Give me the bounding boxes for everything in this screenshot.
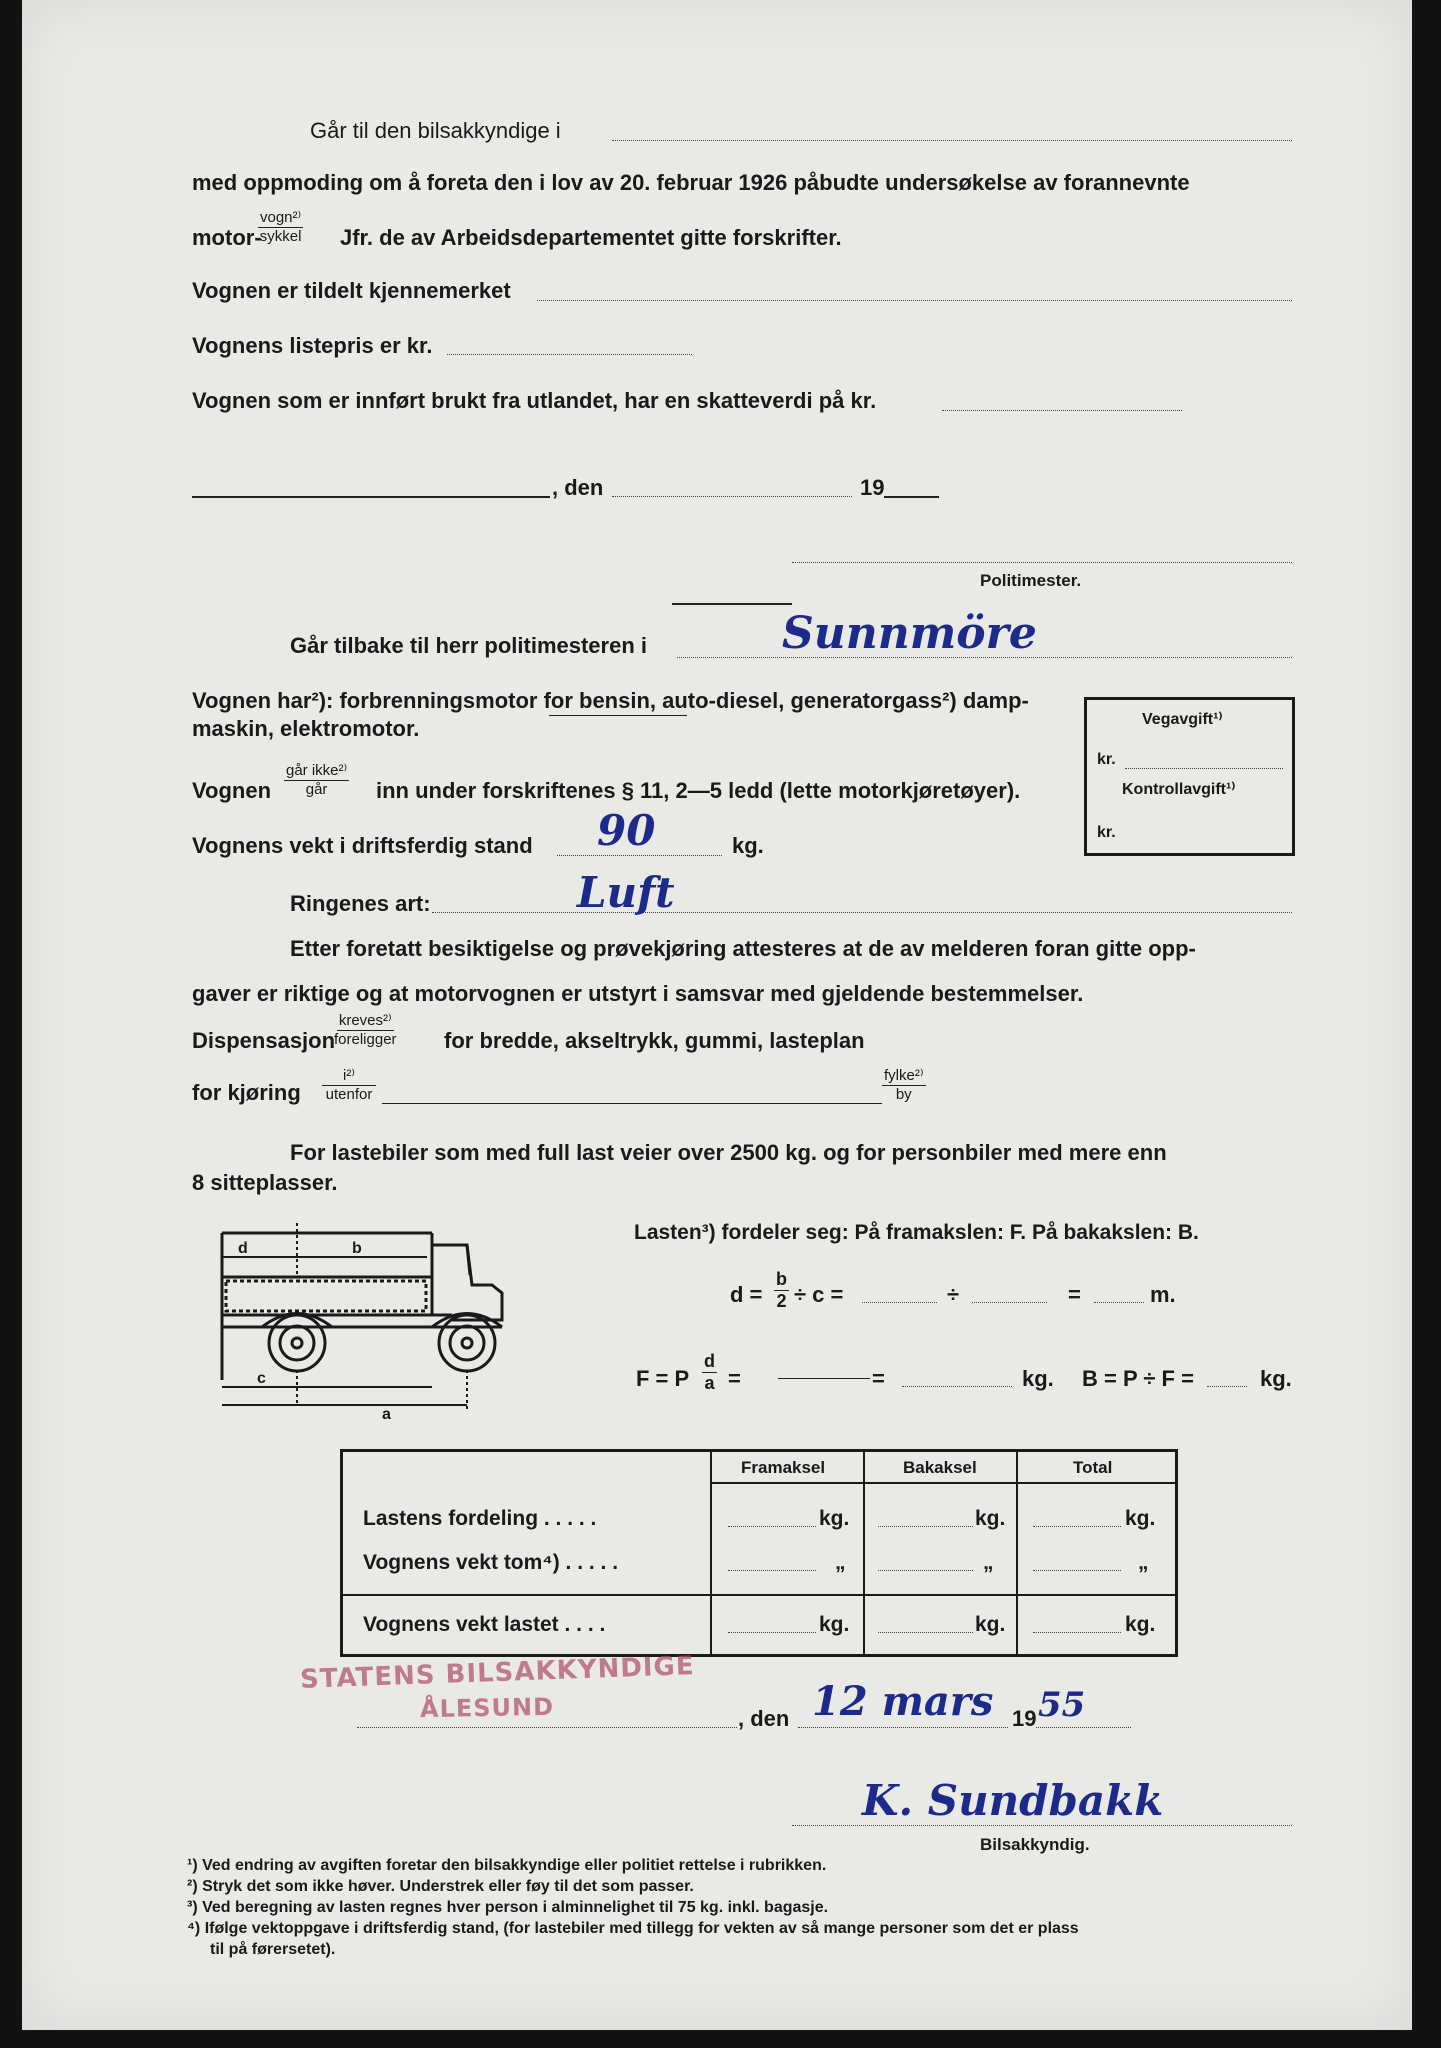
import-label: Vognen som er innført brukt fra utlandet, har en skatteverdi på kr. [192,388,877,413]
table-header-framaksel: Framaksel [741,1458,826,1477]
formula-m-unit: m. [1150,1282,1176,1307]
table-header-total: Total [1073,1458,1113,1477]
vogn-sykkel-fraction: vogn²⁾ sykkel [259,209,302,245]
table-cell-unit: „ [983,1551,994,1574]
police-district-handwriting: Sunnmöre [782,608,1037,659]
formula-b-part: B = P ÷ F = [1082,1366,1194,1391]
dispensation-label: Dispensasjon [192,1028,336,1053]
attest-line1: Etter foretatt besiktigelse og prøvekjøring attesteres at de av melderen foran gitte opp- [290,936,1196,961]
formula-b-kg: kg. [1260,1366,1292,1391]
dim-c-label: c [257,1370,266,1387]
list-price-line[interactable] [447,354,692,355]
signature-year-prefix: 19 [1012,1706,1037,1731]
dim-b-label: b [352,1240,362,1257]
table-header-divider [710,1482,1175,1484]
engine-underline [549,715,687,716]
light-vehicle-label: Vognen [192,778,272,803]
formula-f-result[interactable] [902,1386,1012,1387]
table-cell-unit: „ [835,1551,846,1574]
place-line[interactable] [192,496,550,498]
plate-label: Vognen er tildelt kjennemerket [192,278,511,303]
signature-place-line[interactable] [357,1727,737,1728]
weight-line[interactable] [557,855,722,856]
drive-line[interactable] [382,1103,882,1104]
formula-d-result[interactable] [1094,1302,1144,1303]
footnote-3: ³) Ved beregning av lasten regnes hver person i alminnelighet til 75 kg. inkl. bagasje. [187,1899,829,1916]
weight-label: Vognens vekt i driftsferdig stand [192,833,533,858]
attest-line2: gaver er riktige og at motorvognen er utstyrt i samsvar med gjeldende bestemmelser. [192,981,1084,1006]
load-distribution-text: Lasten³) fordeler seg: På framakslen: F. På bakakslen: B. [634,1221,1199,1244]
table-cell[interactable] [1033,1526,1121,1527]
footnote-4-cont: til på førersetet). [210,1941,336,1958]
bilsakkyndig-signature-line[interactable] [792,1825,1292,1826]
tyres-label: Ringenes art: [290,891,431,916]
formula-d-left: d = [730,1282,763,1307]
send-to-label: Går til den bilsakkyndige i [310,118,561,143]
formula-b-over-2: $\frac{b}{2}$ [776,1269,787,1311]
table-header-bakaksel: Bakaksel [903,1458,977,1477]
weight-handwriting: 90 [597,806,656,855]
dim-a-label: a [382,1406,391,1423]
axle-weight-table [340,1449,1178,1657]
table-cell-unit: kg. [975,1507,1006,1530]
table-cell[interactable] [1033,1570,1121,1571]
dispensation-fraction: kreves²⁾ foreligger [334,1012,397,1048]
signature-year-handwriting: 55 [1038,1685,1086,1725]
formula-d-blank2[interactable] [972,1302,1047,1303]
table-cell-unit: kg. [1125,1613,1156,1636]
date-den-label: , den [552,475,604,500]
table-cell[interactable] [878,1526,973,1527]
kontrollavgift-kr: kr. [1097,824,1116,841]
table-row-label: Vognens vekt lastet . . . . [363,1613,606,1636]
tyres-line[interactable] [432,912,1292,913]
formula-d-over-a: $\frac{d}{a}$ [704,1351,715,1393]
light-vehicle-text: inn under forskriftenes § 11, 2—5 ledd (lette motorkjøretøyer). [376,778,1021,803]
dispensation-text: for bredde, akseltrykk, gummi, lasteplan [444,1028,865,1053]
table-cell[interactable] [728,1570,816,1571]
light-vehicle-fraction: går ikke²⁾ går [286,762,348,798]
signature-date-handwriting: 12 mars [812,1678,994,1725]
table-cell-unit: kg. [975,1613,1006,1636]
formula-f-left: F = P [636,1366,690,1391]
stamp-line2: ÅLESUND [419,1692,555,1724]
vegavgift-label: Vegavgift¹⁾ [1142,711,1223,728]
truck-diagram [202,1215,612,1425]
request-text: med oppmoding om å foreta den i lov av 20. februar 1926 påbudte undersøkelse av forannevnte [192,170,1190,195]
table-cell[interactable] [1033,1632,1121,1633]
drive-label: for kjøring [192,1080,301,1105]
tyres-handwriting: Luft [577,868,675,917]
dim-d-label: d [238,1240,248,1257]
stamp-line1: STATENS BILSAKKYNDIGE [299,1651,696,1695]
table-cell[interactable] [878,1570,973,1571]
table-row-divider [343,1594,1175,1596]
weight-unit: kg. [732,833,764,858]
vegavgift-kr: kr. [1097,751,1116,768]
regulations-text: Jfr. de av Arbeidsdepartementet gitte forskrifter. [340,225,842,250]
table-cell-unit: kg. [819,1613,850,1636]
year-line[interactable] [884,496,939,498]
formula-b-result[interactable] [1207,1386,1247,1387]
vegavgift-line[interactable] [1125,768,1283,769]
formula-d-right: ÷ c = [794,1282,844,1307]
fylke-by-fraction: fylke²⁾ by [884,1067,924,1103]
drive-fraction: i²⁾ utenfor [322,1068,376,1103]
bilsakkyndig-label: Bilsakkyndig. [980,1835,1090,1854]
formula-f-eq2: = [872,1366,885,1391]
lorry-text-line2: 8 sitteplasser. [192,1170,338,1195]
plate-line[interactable] [537,300,1292,301]
formula-f-fraction-line[interactable] [778,1378,870,1379]
table-row-label: Lastens fordeling . . . . . [363,1507,597,1530]
kontrollavgift-label: Kontrollavgift¹⁾ [1122,781,1236,798]
form-page [22,0,1412,2030]
list-price-label: Vognens listepris er kr. [192,333,433,358]
politimester-signature-line[interactable] [792,562,1292,563]
year-prefix: 19 [860,475,885,500]
table-cell-unit: kg. [1125,1507,1156,1530]
motor-label: motor- [192,225,262,250]
bilsakkyndig-signature: K. Sundbakk [862,1776,1164,1825]
lorry-text-line1: For lastebiler som med full last veier over 2500 kg. og for personbiler med mere enn [290,1140,1167,1165]
import-value-line[interactable] [942,410,1182,411]
send-to-line[interactable] [612,140,1292,141]
signature-year-line[interactable] [1036,1727,1131,1728]
table-row-label: Vognens vekt tom⁴) . . . . . [363,1551,619,1574]
table-cell-unit: „ [1138,1551,1149,1574]
fee-box [1084,697,1295,856]
section-divider [672,603,792,605]
politimester-label: Politimester. [980,571,1082,590]
table-cell[interactable] [728,1526,816,1527]
formula-eq-sign: = [1068,1282,1081,1307]
table-cell[interactable] [728,1632,816,1633]
return-to-label: Går tilbake til herr politimesteren i [290,633,647,658]
date-line[interactable] [612,496,852,497]
formula-f-kg: kg. [1022,1366,1054,1391]
table-cell[interactable] [878,1632,973,1633]
footnote-4: ⁴) Ifølge vektoppgave i driftsferdig stand, (for lastebiler med tillegg for vekten av så mange personer som det er plass [187,1920,1079,1937]
engine-text-line2: maskin, elektromotor. [192,716,420,741]
footnote-1: ¹) Ved endring av avgiften foretar den bilsakkyndige eller politiet rettelse i rubrikken. [187,1857,827,1874]
formula-d-blank1[interactable] [862,1302,937,1303]
signature-den-label: , den [738,1706,790,1731]
engine-text-line1: Vognen har²): forbrenningsmotor for bensin, auto-diesel, generatorgass²) damp- [192,688,1029,713]
formula-div-sign: ÷ [947,1282,960,1307]
formula-f-eq: = [728,1366,741,1391]
table-cell-unit: kg. [819,1507,850,1530]
signature-date-line[interactable] [798,1727,1008,1728]
footnote-2: ²) Stryk det som ikke høver. Understrek eller føy til det som passer. [187,1878,694,1895]
